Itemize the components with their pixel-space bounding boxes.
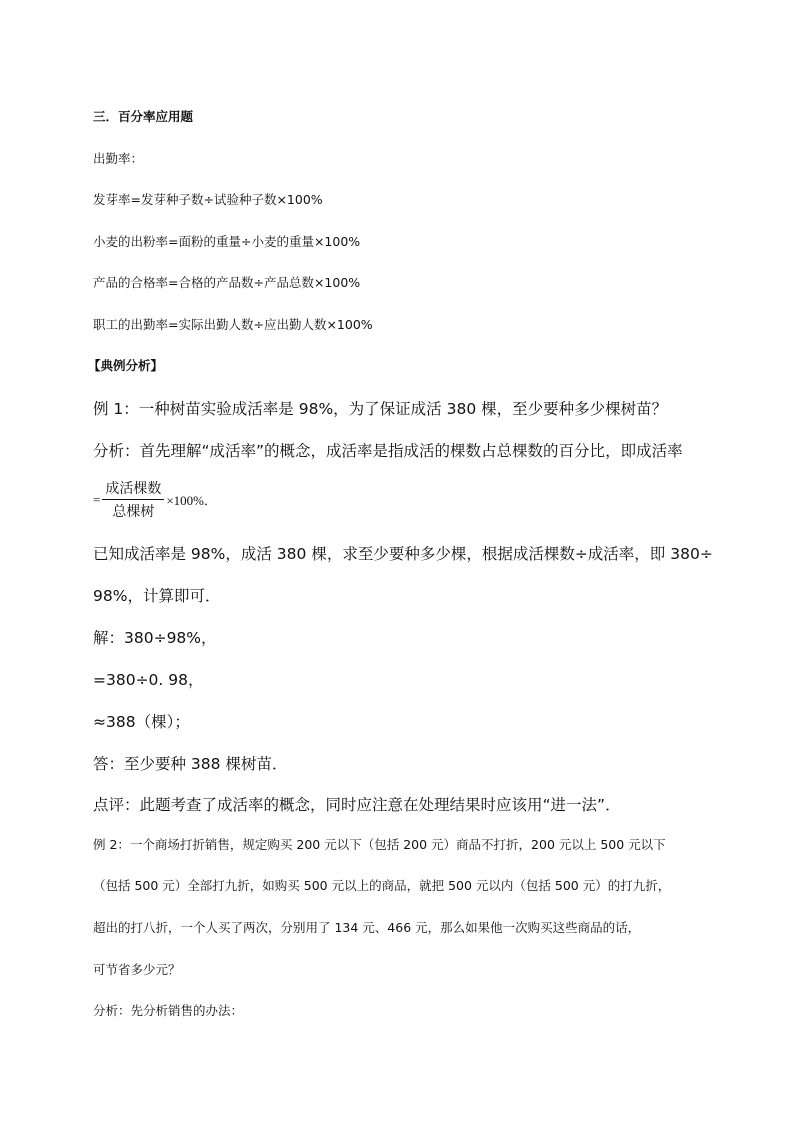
fraction-prefix: = — [93, 491, 101, 507]
example2-analysis: 分析：先分析销售的办法： — [93, 1003, 244, 1018]
example2-question-line: （包括 500 元）全部打九折，如购买 500 元以上的商品，就把 500 元以内（包括 500 元）的打九折， — [93, 878, 671, 893]
solution-line: 解：380÷98%， — [93, 629, 217, 647]
solution-line: =380÷0. 98， — [93, 671, 204, 689]
solution-line: ≈388（棵）； — [93, 713, 190, 731]
section-title: 三．百分率应用题 — [93, 109, 194, 124]
formula-line: 发芽率=发芽种子数÷试验种子数×100% — [93, 192, 323, 207]
example1-analysis-line: 已知成活率是 98%，成活 380 棵，求至少要种多少棵，根据成活棵数÷成活率，即 380÷ — [93, 545, 713, 563]
fraction-suffix: ×100%． — [166, 493, 218, 508]
example1-question: 例 1：一种树苗实验成活率是 98%，为了保证成活 380 棵，至少要种多少棵树苗？ — [93, 400, 668, 418]
example1-analysis-line: 98%，计算即可． — [93, 587, 221, 605]
formula-line: 职工的出勤率=实际出勤人数÷应出勤人数×100% — [93, 317, 373, 332]
example1-analysis-line: 分析：首先理解“成活率”的概念，成活率是指成活的棵数占总棵数的百分比，即成活率 — [93, 442, 683, 460]
example2-question-line: 可节省多少元？ — [93, 962, 181, 977]
success-rate-fraction — [93, 478, 217, 521]
example1-answer: 答：至少要种 388 棵树苗． — [93, 755, 288, 773]
example-heading: 【典例分析】 — [88, 358, 164, 373]
formula-line: 产品的合格率=合格的产品数÷产品总数×100% — [93, 275, 361, 290]
section-subtitle: 出勤率： — [93, 151, 144, 166]
fraction-denominator: 总棵树 — [112, 504, 155, 520]
fraction — [102, 478, 164, 521]
fraction-numerator: 成活棵数 — [102, 478, 164, 500]
formula-line: 小麦的出粉率=面粉的重量÷小麦的重量×100% — [93, 234, 361, 249]
example2-question-line: 超出的打八折，一个人买了两次，分别用了 134 元、466 元，那么如果他一次购买这些商品的话， — [93, 920, 641, 935]
example1-comment: 点评：此题考查了成活率的概念，同时应注意在处理结果时应该用“进一法”． — [93, 796, 621, 814]
example2-question-line: 例 2：一个商场打折销售，规定购买 200 元以下（包括 200 元）商品不打折，200 元以上 500 元以下 — [93, 837, 666, 852]
